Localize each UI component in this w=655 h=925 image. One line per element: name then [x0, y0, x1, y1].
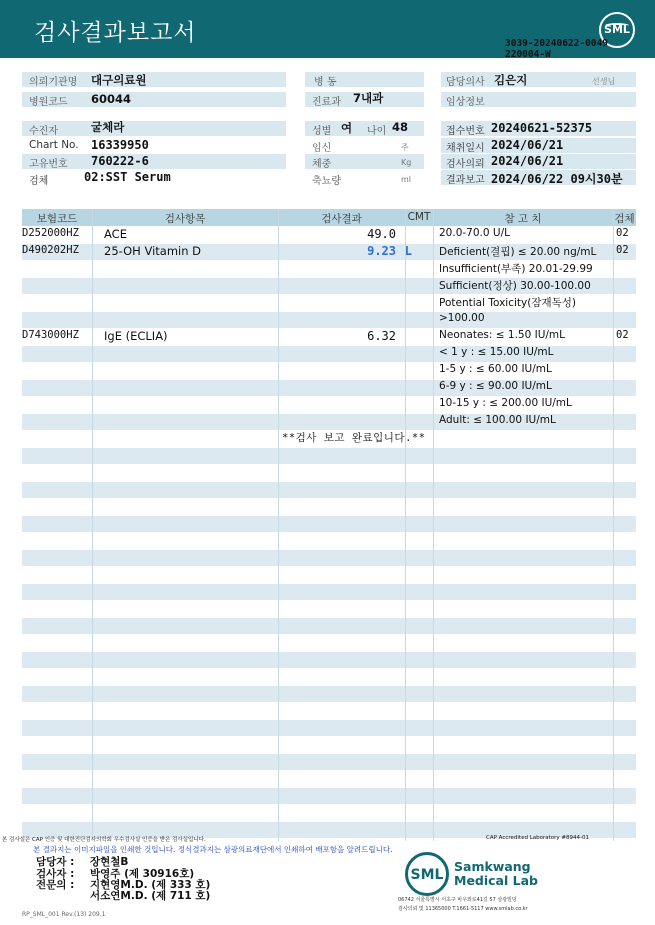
test-result: 49.0 — [367, 227, 396, 241]
row-stripe — [22, 720, 636, 736]
reference-range: Neonates: ≤ 1.50 IU/mL — [439, 329, 565, 341]
header-result: 검사결과 — [321, 213, 362, 225]
sex-value: 여 — [341, 121, 353, 135]
doctor-value: 김은지 — [494, 73, 528, 87]
reference-range: 6-9 y : ≤ 90.00 IU/mL — [439, 380, 552, 392]
results-table — [22, 209, 636, 841]
table-row — [22, 294, 636, 311]
table-row — [22, 396, 636, 413]
sml-logo: SML — [599, 12, 635, 48]
specialist-label: 전문의 : — [36, 879, 75, 891]
row-stripe — [22, 754, 636, 770]
age-label: 나이 — [367, 126, 387, 137]
test-result: 6.32 — [367, 329, 396, 343]
lab-name-line-2: Medical Lab — [454, 873, 538, 888]
reference-range: 10-15 y : ≤ 200.00 IU/mL — [439, 397, 572, 409]
manager-name: 장현철B — [90, 856, 129, 868]
reference-range: Adult: ≤ 100.00 IU/mL — [439, 414, 556, 426]
reference-range: < 1 y : ≤ 15.00 IU/mL — [439, 346, 554, 358]
reference-line-1: 3039-20240622-0049 — [505, 38, 608, 49]
table-row — [22, 362, 636, 379]
test-item: ACE — [104, 227, 127, 241]
row-stripe — [22, 584, 636, 600]
test-item: IgE (ECLIA) — [104, 329, 168, 343]
department-value: 7내과 — [353, 91, 384, 105]
clinical-info-label: 임상정보 — [446, 97, 485, 108]
examiner-name: 박영주 (제 30916호) — [90, 868, 195, 880]
examiner-label: 검사자 : — [36, 868, 75, 880]
institution-label: 의뢰기관명 — [29, 77, 78, 88]
insurance-code: D490202HZ — [22, 244, 79, 256]
row-stripe — [22, 686, 636, 702]
completion-note: **검사 보고 완료입니다.** — [282, 432, 426, 444]
report-date-value: 2024/06/22 09시30분 — [491, 172, 623, 186]
patient-field — [22, 121, 286, 136]
hospital-code-label: 병원코드 — [29, 97, 68, 108]
table-row — [22, 413, 636, 430]
doctor-label: 담당의사 — [446, 77, 485, 88]
table-row — [22, 328, 636, 345]
doctor-suffix: 선생님 — [592, 77, 616, 86]
institution-value: 대구의료원 — [91, 73, 147, 87]
pregnancy-unit: 주 — [401, 143, 409, 152]
collect-label: 채취일시 — [446, 143, 485, 154]
lab-phone: 검사의뢰 및 11365000 T.1661-5117 www.smlab.co.kr — [398, 906, 528, 912]
specimen-code: 02 — [616, 244, 629, 256]
table-row — [22, 260, 636, 277]
lab-logo: SML — [405, 852, 449, 896]
reference-range: 20.0-70.0 U/L — [439, 227, 510, 239]
ward-label: 병 동 — [314, 77, 337, 88]
reference-line-2: 220004-W — [505, 49, 551, 60]
lab-name — [454, 860, 538, 888]
table-row — [22, 311, 636, 328]
lab-address: 06742 서울특별시 서초구 바우뫼로41길 57 삼광빌딩 — [398, 897, 517, 903]
specimen-code: 02 — [616, 329, 629, 341]
specialist-name-1: 지현영M.D. (제 333 호) — [90, 879, 211, 891]
reference-range: Sufficient(정상) 30.00-100.00 — [439, 280, 591, 292]
accreditation-note: 본 검사실은 CAP 인증 및 대한진단검사의학회 우수검사실 인증을 받은 검사실입니다. — [2, 837, 206, 843]
department-label: 진료과 — [312, 97, 341, 108]
patient-value: 굴체라 — [91, 120, 125, 134]
specimen-code: 02 — [616, 227, 629, 239]
table-row — [22, 226, 636, 243]
reference-range: Potential Toxicity(잠재독성) — [439, 297, 576, 309]
specimen-label: 검체 — [29, 176, 49, 187]
urine-label: 축뇨량 — [312, 176, 341, 187]
low-flag: L — [404, 244, 412, 258]
manager-label: 담당자 : — [36, 856, 75, 868]
cap-note: CAP Accredited Laboratory #8944-01 — [486, 835, 590, 841]
table-row — [22, 345, 636, 362]
receipt-label: 접수번호 — [446, 126, 485, 137]
row-stripe — [22, 652, 636, 668]
table-row — [22, 243, 636, 260]
report-date-label: 결과보고 — [446, 175, 485, 186]
id-no-value: 760222-6 — [91, 154, 149, 168]
table-row — [22, 379, 636, 396]
request-label: 검사의뢰 — [446, 159, 485, 170]
test-item: 25-OH Vitamin D — [104, 244, 202, 258]
header-reference: 참 고 치 — [504, 213, 542, 225]
patient-label: 수진자 — [29, 126, 58, 137]
test-result: 9.23 — [367, 244, 396, 258]
sex-label: 성별 — [312, 126, 332, 137]
header-insurance-code: 보험코드 — [36, 213, 78, 225]
print-notice: 본 결과지는 이미지파일을 인쇄한 것입니다. 정식결과지는 삼광의료재단에서 인쇄하여 배포함을 알려드립니다. — [33, 845, 393, 854]
specialist-name-2: 서소연M.D. (제 711 호) — [90, 890, 211, 902]
lab-name-line-1: Samkwang — [454, 859, 531, 874]
insurance-code: D743000HZ — [22, 329, 79, 341]
request-value: 2024/06/21 — [491, 154, 564, 168]
report-title: 검사결과보고서 — [34, 20, 197, 46]
id-no-label: 고유번호 — [29, 159, 68, 170]
table-header — [22, 209, 636, 226]
chart-no-value: 16339950 — [91, 138, 149, 152]
pregnancy-label: 임신 — [312, 143, 332, 154]
collect-value: 2024/06/21 — [491, 138, 564, 152]
age-value: 48 — [392, 120, 409, 134]
row-stripe — [22, 788, 636, 804]
weight-unit: Kg — [401, 158, 412, 167]
reference-range: Insufficient(부족) 20.01-29.99 — [439, 263, 593, 275]
form-code: RP_SML_001 Rev.(13) 209.1 — [22, 911, 106, 918]
header-test-item: 검사항목 — [164, 213, 206, 225]
insurance-code: D252000HZ — [22, 227, 79, 239]
row-stripe — [22, 618, 636, 634]
header-cmt: CMT — [407, 211, 431, 223]
specimen-value: 02:SST Serum — [84, 170, 171, 184]
row-stripe — [22, 448, 636, 464]
receipt-value: 20240621-52375 — [491, 121, 593, 135]
chart-no-label: Chart No. — [29, 139, 79, 151]
table-row — [22, 277, 636, 294]
reference-range: >100.00 — [439, 312, 485, 324]
row-stripe — [22, 550, 636, 566]
header-specimen: 검체 — [614, 213, 635, 225]
hospital-code-value: 60044 — [91, 92, 132, 106]
row-stripe — [22, 482, 636, 498]
row-stripe — [22, 516, 636, 532]
weight-label: 체중 — [312, 159, 332, 170]
reference-range: Deficient(결핍) ≤ 20.00 ng/mL — [439, 246, 597, 258]
report-reference — [505, 38, 608, 60]
urine-unit: ml — [401, 175, 412, 184]
reference-range: 1-5 y : ≤ 60.00 IU/mL — [439, 363, 552, 375]
